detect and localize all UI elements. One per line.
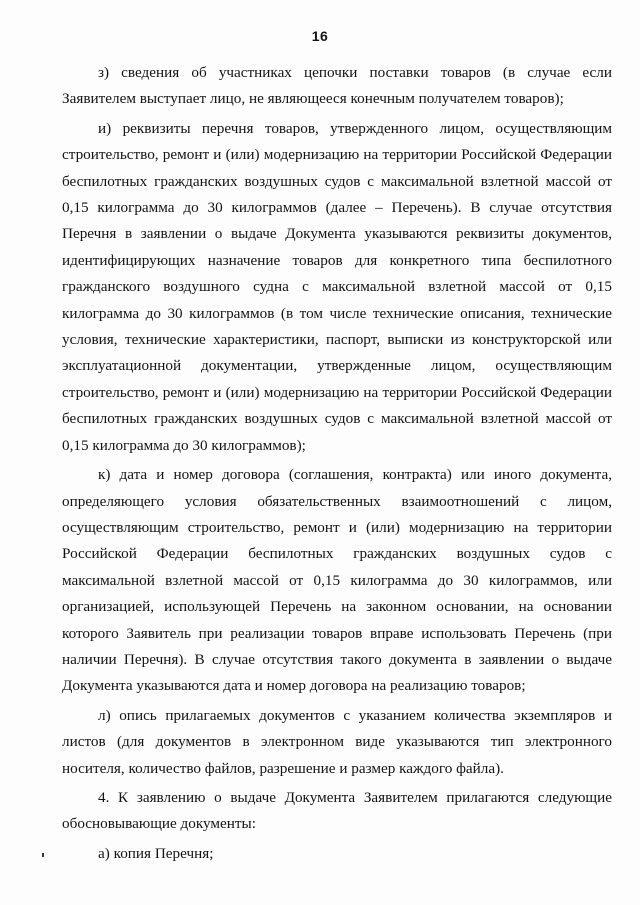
paragraph-4: 4. К заявлению о выдаче Документа Заявителем прилагаются следующие обосновывающие документы: [62,788,612,833]
paragraph-z: з) сведения об участниках цепочки поставки товаров (в случае если Заявителем выступает лицо, не являющееся конечным получателем товаров); [62,64,612,108]
scan-speck [42,853,44,857]
list-item-a: а) копия Перечня; [98,844,214,862]
paragraph-l: л) опись прилагаемых документов с указанием количества экземпляров и листов (для документов в электронном виде указываются тип электронного носителя, количество файлов, разрешение и размер каждого файла). [62,706,612,777]
page-number: 16 [311,28,329,44]
document-body [62,60,612,870]
paragraph-i: и) реквизиты перечня товаров, утвержденного лицом, осуществляющим строительство, ремонт и (или) модернизацию на территории Российской Федерации беспилотных гражданских воздушных судов с максимальной взлетной массой от 0,15 килограмма до 30 килограммов (далее – Перечень). В случае отсутствия Перечня в заявлении о выдаче Документа указываются реквизиты документов, идентифицирующих назначение товаров для конкретного типа беспилотного гражданского воздушного судна с максимальной взлетной массой от 0,15 килограмма до 30 килограммов (в том числе технические описания, технические условия, технические характеристики, паспорт, выписки из конструкторской или эксплуатационной документации, утвержденные лицом, осуществляющим строительство, ремонт и (или) модернизацию на территории Российской Федерации беспилотных гражданских воздушных судов с максимальной взлетной массой от 0,15 килограмма до 30 килограммов); [62,119,612,454]
paragraph-k: к) дата и номер договора (соглашения, контракта) или иного документа, определяющего условия обязательственных взаимоотношений с лицом, осуществляющим строительство, ремонт и (или) модернизацию на территории Российской Федерации беспилотных гражданских воздушных судов с максимальной взлетной массой от 0,15 килограмма до 30 килограммов, или организацией, использующей Перечень на законном основании, на основании которого Заявитель при реализации товаров вправе использовать Перечень (при наличии Перечня). В случае отсутствия такого документа в заявлении о выдаче Документа указываются дата и номер договора на реализацию товаров; [62,466,612,695]
